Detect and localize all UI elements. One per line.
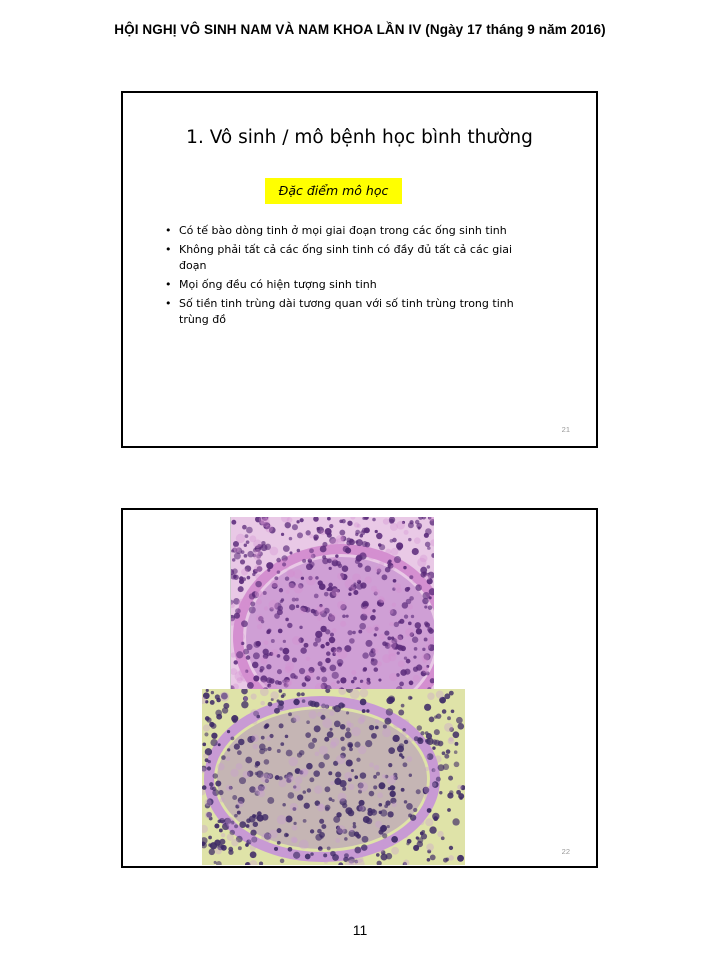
slide-21 bbox=[121, 91, 598, 448]
slide-title: 1. Vô sinh / mô bệnh học bình thường bbox=[186, 127, 533, 148]
page-header: HỘI NGHỊ VÔ SINH NAM VÀ NAM KHOA LẦN IV (Ngày 17 tháng 9 năm 2016) bbox=[114, 22, 606, 37]
bullet-text: Có tế bào dòng tinh ở mọi giai đoạn trong các ống sinh tinh bbox=[179, 224, 507, 237]
bullet-icon: • bbox=[165, 278, 172, 291]
bullet-text: Số tiền tinh trùng dài tương quan với số tinh trùng trong tinh trùng đồ bbox=[179, 297, 514, 326]
histology-image-bottom bbox=[202, 689, 465, 865]
bullet-icon: • bbox=[165, 224, 172, 237]
slide-22 bbox=[121, 508, 598, 868]
bullet-item bbox=[165, 296, 535, 328]
slide-number: 21 bbox=[561, 425, 570, 434]
bullet-item bbox=[165, 242, 535, 274]
bullet-text: Không phải tất cả các ống sinh tinh có đầy đủ tất cả các giai đoạn bbox=[179, 243, 513, 272]
bullet-list bbox=[165, 223, 535, 331]
micrograph-bottom bbox=[202, 689, 465, 865]
histology-image-top bbox=[230, 517, 434, 692]
page-number: 11 bbox=[352, 922, 368, 938]
highlight-subtitle: Đặc điểm mô học bbox=[265, 178, 402, 204]
slide-number: 22 bbox=[561, 847, 570, 856]
bullet-text: Mọi ống đều có hiện tượng sinh tinh bbox=[179, 278, 377, 291]
bullet-icon: • bbox=[165, 243, 172, 256]
micrograph-top bbox=[231, 517, 434, 692]
bullet-icon: • bbox=[165, 297, 172, 310]
bullet-item bbox=[165, 277, 535, 293]
bullet-item bbox=[165, 223, 535, 239]
